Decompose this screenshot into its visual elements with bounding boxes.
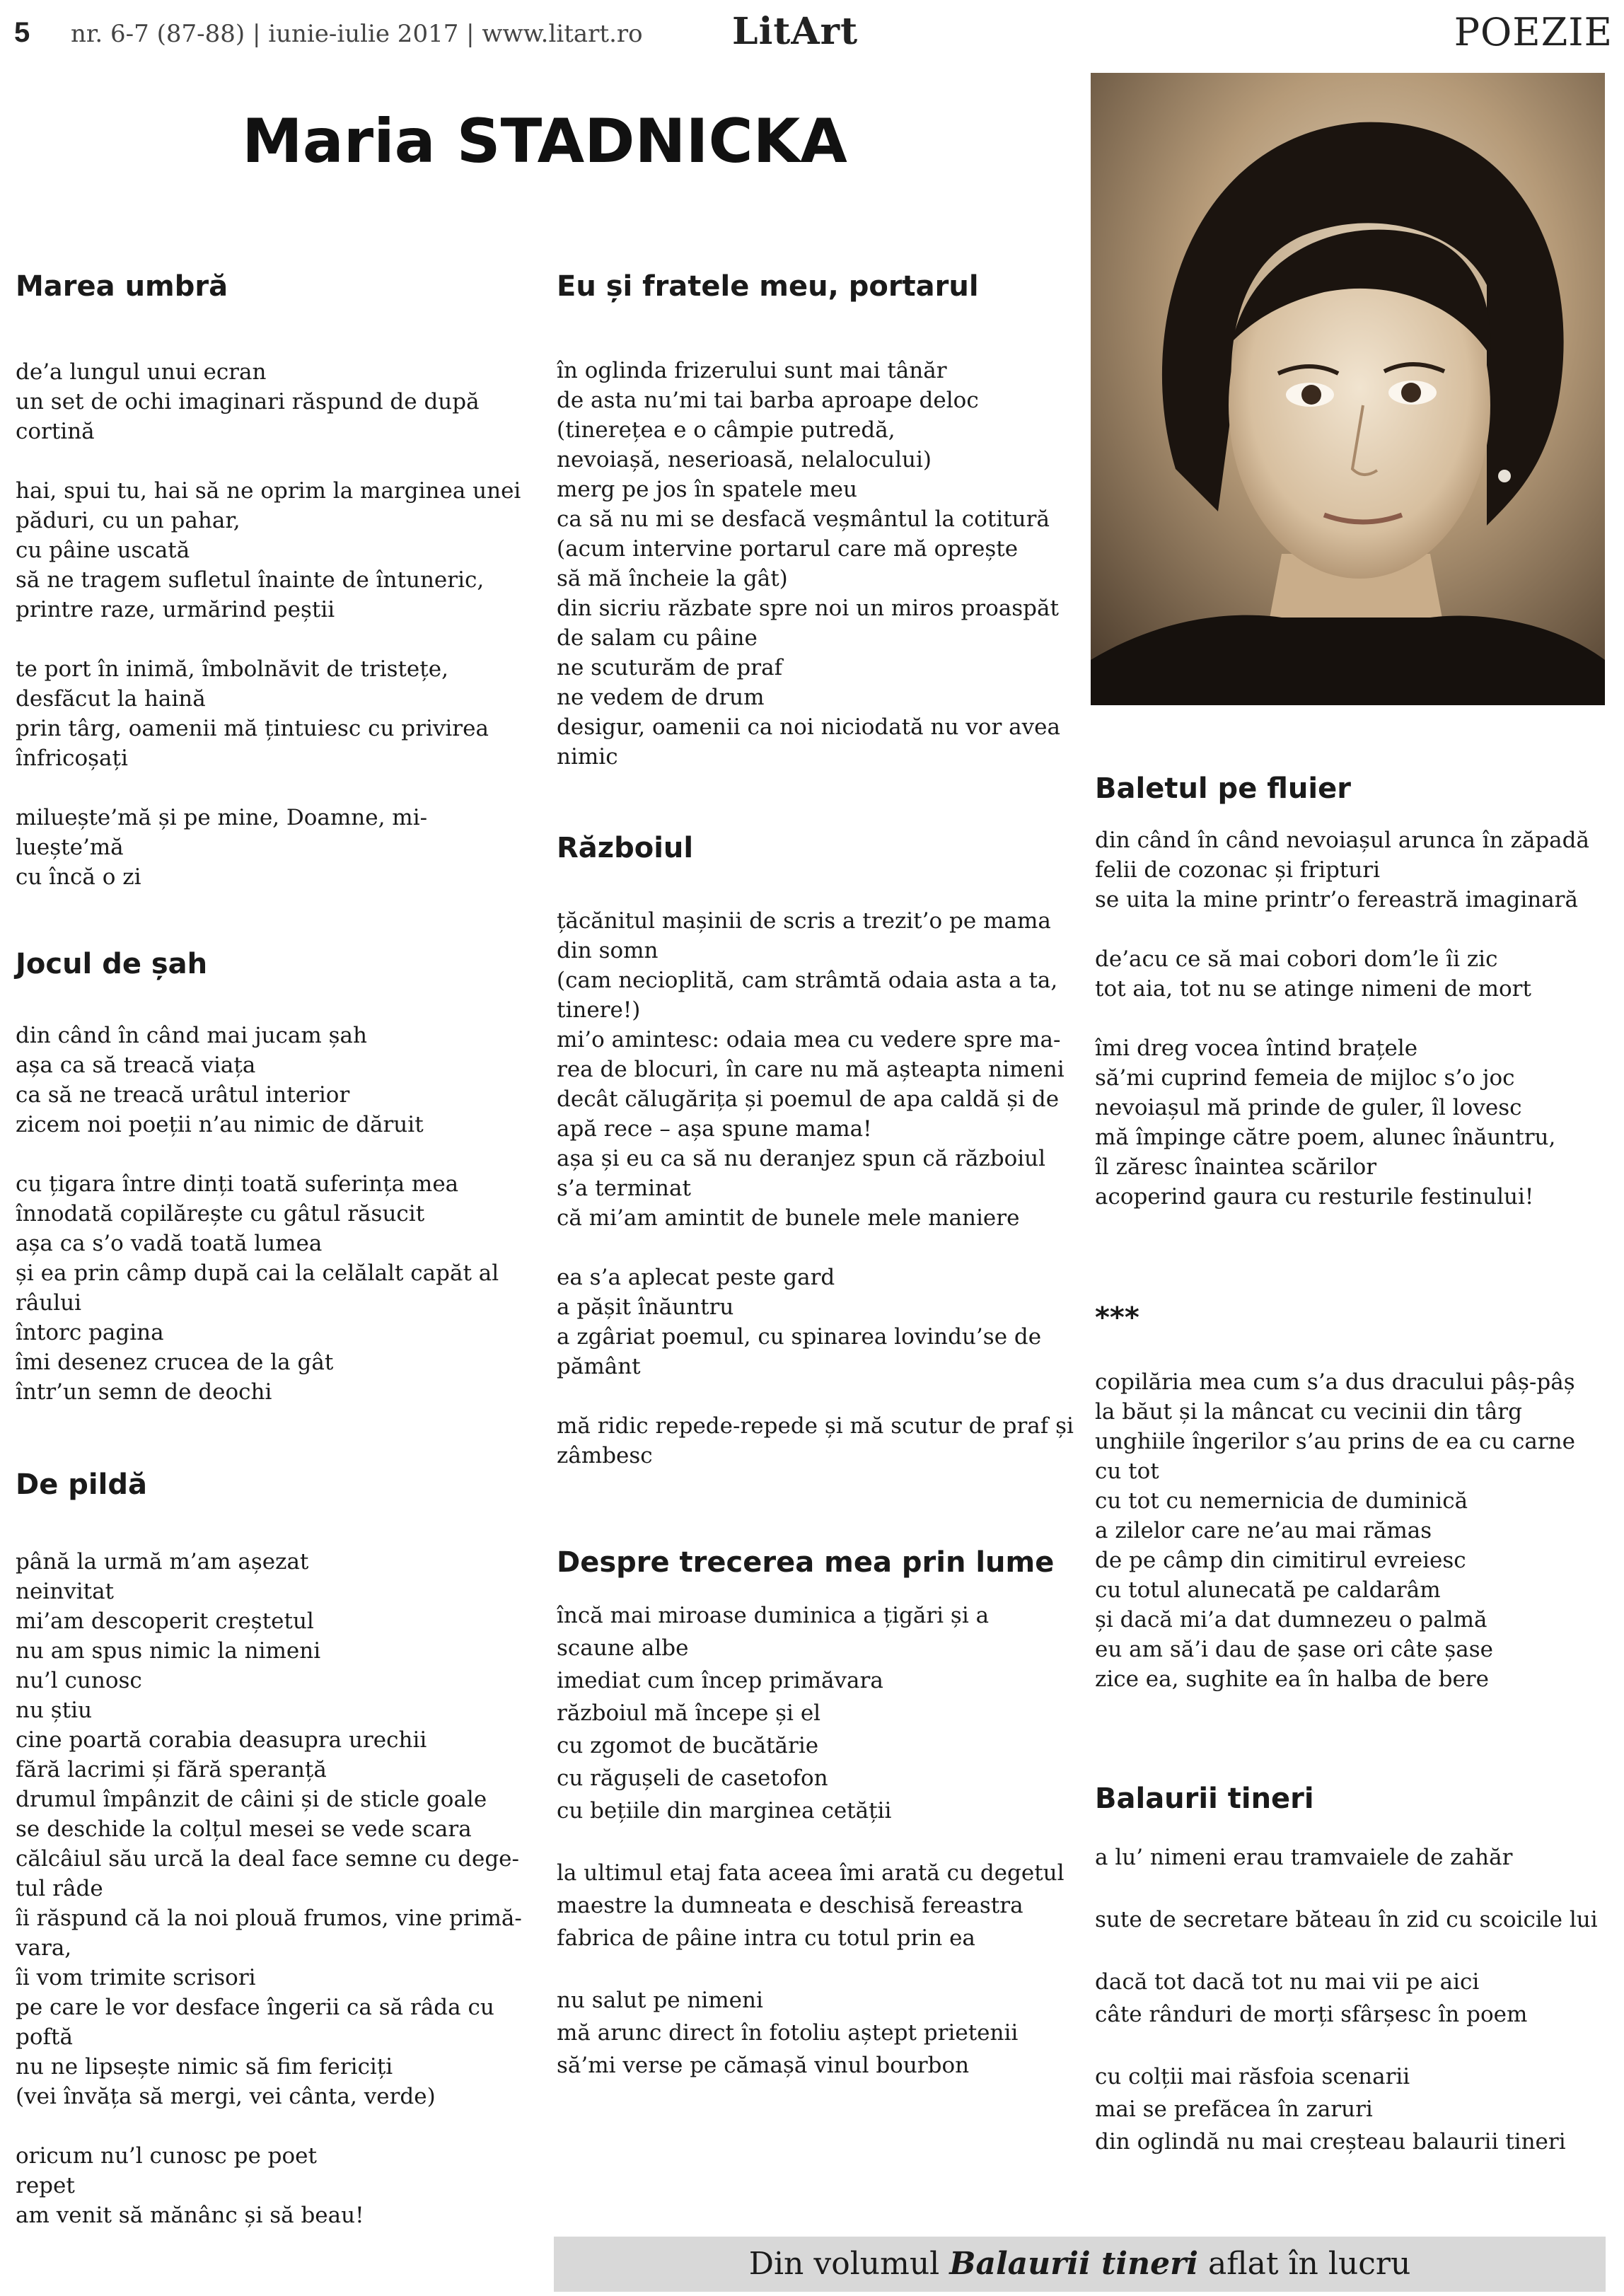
verse-line: mi’am descoperit creștetul: [16, 1608, 314, 1634]
verse-line: ea s’a aplecat peste gard: [557, 1265, 835, 1290]
verse-line: fabrica de pâine intra cu totul prin ea: [557, 1925, 975, 1951]
stanza: [16, 1547, 532, 2111]
stanza: [557, 1984, 1073, 2082]
verse-line: se uita la mine printr’o fereastră imaginară: [1095, 887, 1578, 912]
verse-line: la ultimul etaj fata aceea îmi arată cu degetul: [557, 1860, 1065, 1886]
verse-line: nu ne lipsește nimic să fim fericiți: [16, 2054, 393, 2080]
verse-line: cu zgomot de bucătărie: [557, 1733, 819, 1758]
verse-line: și ea prin câmp după cai la celălalt capăt al: [16, 1260, 499, 1286]
verse-line: cu tot cu nemernicia de duminică: [1095, 1488, 1468, 1514]
verse-line: să ne tragem sufletul înainte de întuneric,: [16, 567, 485, 593]
verse-line: mă împinge către poem, alunec înăuntru,: [1095, 1125, 1556, 1150]
verse-line: zice ea, sughite ea în halba de bere: [1095, 1666, 1489, 1692]
verse-line: cu totul alunecată pe caldarâm: [1095, 1577, 1441, 1603]
verse-line: scaune albe: [557, 1635, 689, 1661]
stanza: [1095, 1841, 1611, 1874]
verse-line: îmi dreg vocea întind brațele: [1095, 1036, 1418, 1061]
verse-line: cortină: [16, 419, 95, 444]
verse-line: câte rânduri de morți sfârșesc în poem: [1095, 2002, 1528, 2027]
poem-razboiul: [557, 827, 1073, 1471]
verse-line: din sicriu răzbate spre noi un miros proaspăt: [557, 596, 1059, 621]
footer-suffix: aflat în lucru: [1198, 2246, 1411, 2282]
poem-balaurii-tineri: [1095, 1778, 1611, 2158]
verse-line: nu știu: [16, 1698, 93, 1723]
verse-line: într’un semn de deochi: [16, 1379, 272, 1405]
verse-line: îi răspund că la noi plouă frumos, vine primă-: [16, 1906, 522, 1931]
verse-line: de pe câmp din cimitirul evreiesc: [1095, 1548, 1466, 1573]
verse-line: îi vom trimite scrisori: [16, 1965, 256, 1990]
poem-title: Jocul de șah: [16, 948, 208, 980]
verse-line: cu tot: [1095, 1459, 1159, 1484]
verse-line: poftă: [16, 2024, 73, 2050]
verse-line: de’acu ce să mai cobori dom’le îi zic: [1095, 946, 1498, 972]
verse-line: (tinerețea e o câmpie putredă,: [557, 417, 895, 443]
stanza: [557, 1857, 1073, 1954]
verse-line: repet: [16, 2173, 75, 2198]
verse-line: prin târg, oamenii mă țintuiesc cu privirea: [16, 716, 489, 741]
stanza: [16, 357, 532, 446]
verse-line: a zgâriat poemul, cu spinarea lovindu’se de: [557, 1324, 1042, 1350]
verse-line: neinvitat: [16, 1579, 115, 1604]
verse-line: întorc pagina: [16, 1320, 164, 1345]
verse-line: nimic: [557, 744, 618, 770]
verse-line: cu pâine uscată: [16, 538, 190, 563]
footer-note: [554, 2237, 1606, 2292]
stanza: [1095, 1966, 1611, 2031]
stanza: [1095, 1903, 1611, 1936]
poem-title: Despre trecerea mea prin lume: [557, 1546, 1055, 1579]
verse-line: până la urmă m’am așezat: [16, 1549, 309, 1575]
verse-line: de asta nu’mi tai barba aproape deloc: [557, 388, 979, 413]
verse-line: în oglinda frizerului sunt mai tânăr: [557, 358, 947, 383]
verse-line: așa și eu ca să nu deranjez spun că războiul: [557, 1146, 1046, 1171]
verse-line: cu răgușeli de casetofon: [557, 1766, 828, 1791]
verse-line: nu salut pe nimeni: [557, 1988, 763, 2013]
poem-baletul-pe-fluier: [1095, 767, 1611, 1212]
verse-line: pe care le vor desface îngerii ca să râda cu: [16, 1995, 494, 2020]
verse-line: mi’o amintesc: odaia mea cu vedere spre ma-: [557, 1027, 1061, 1053]
stanza: [16, 1021, 532, 1140]
column-1: [16, 265, 532, 2260]
verse-line: merg pe jos în spatele meu: [557, 477, 857, 502]
stanza: [16, 654, 532, 773]
page-number: 5: [14, 17, 30, 48]
verse-line: dacă tot dacă tot nu mai vii pe aici: [1095, 1969, 1480, 1995]
verse-line: din somn: [557, 938, 659, 963]
verse-line: încă mai miroase duminica a țigări și a: [557, 1603, 990, 1628]
verse-line: un set de ochi imaginari răspund de după: [16, 389, 480, 414]
verse-line: păduri, cu un pahar,: [16, 508, 240, 533]
verse-line: mă arunc direct în fotoliu aștept prietenii: [557, 2020, 1019, 2046]
portrait-photo-icon: [1091, 73, 1605, 705]
verse-line: nu am spus nimic la nimeni: [16, 1638, 321, 1664]
stanza: [1095, 825, 1611, 915]
verse-line: eu am să’i dau de șase ori câte șase: [1095, 1637, 1493, 1662]
verse-line: tinere!): [557, 997, 641, 1023]
section-title: POEZIE: [1454, 10, 1613, 54]
stanza: [557, 356, 1073, 772]
verse-line: maestre la dumneata e deschisă fereastra: [557, 1893, 1023, 1918]
magazine-logo: LitArt: [732, 10, 859, 53]
verse-line: fără lacrimi și fără speranță: [16, 1757, 327, 1782]
verse-line: cu colții mai răsfoia scenarii: [1095, 2064, 1410, 2089]
verse-line: mă ridic repede-repede și mă scutur de praf și: [557, 1413, 1074, 1439]
verse-line: așa ca să treacă viața: [16, 1053, 256, 1078]
verse-line: și dacă mi’a dat dumnezeu o palmă: [1095, 1607, 1487, 1633]
verse-line: așa ca s’o vadă toată lumea: [16, 1231, 323, 1256]
stanza: [16, 476, 532, 625]
verse-line: miluește’mă și pe mine, Doamne, mi-: [16, 805, 428, 830]
poem-de-pilda: [16, 1463, 532, 2230]
poem-jocul-de-sah: [16, 943, 532, 1407]
verse-line: să mă încheie la gât): [557, 566, 788, 591]
verse-line: unghiile îngerilor s’au prins de ea cu carne: [1095, 1429, 1575, 1454]
verse-line: hai, spui tu, hai să ne oprim la marginea unei: [16, 478, 521, 504]
verse-line: desfăcut la haină: [16, 686, 206, 712]
verse-line: mai se prefăcea în zaruri: [1095, 2097, 1373, 2122]
author-name: Maria STADNICKA: [242, 106, 847, 177]
stanza: [1095, 944, 1611, 1004]
verse-line: desigur, oamenii ca noi niciodată nu vor avea: [557, 714, 1060, 740]
poem-untitled-stars: [1095, 1297, 1611, 1694]
stanza: [557, 1263, 1073, 1381]
poem-title: Balaurii tineri: [1095, 1782, 1314, 1815]
verse-line: pământ: [557, 1354, 641, 1379]
poem-title: De pildă: [16, 1468, 147, 1501]
poem-title: Războiul: [557, 832, 694, 864]
verse-line: imediat cum încep primăvara: [557, 1668, 883, 1693]
verse-line: din când în când nevoiașul arunca în zăpadă: [1095, 828, 1589, 853]
verse-line: printre raze, urmărind peștii: [16, 597, 335, 622]
verse-line: tul râde: [16, 1876, 103, 1901]
verse-line: nevoiașă, neserioasă, nelalocului): [557, 447, 932, 472]
verse-line: zâmbesc: [557, 1443, 653, 1468]
verse-line: cu bețiile din marginea cetății: [557, 1798, 892, 1824]
stanza: [1095, 2060, 1611, 2158]
verse-line: călcâiul său urcă la deal face semne cu dege-: [16, 1846, 520, 1872]
stanza: [557, 906, 1073, 1233]
verse-line: tot aia, tot nu se atinge nimeni de mort: [1095, 976, 1531, 1002]
verse-line: cu țigara între dinți toată suferința mea: [16, 1171, 459, 1197]
verse-line: vara,: [16, 1935, 72, 1961]
poem-title: Baletul pe fluier: [1095, 772, 1351, 805]
stanza: [16, 2141, 532, 2230]
poem-eu-si-fratele-meu: [557, 265, 1073, 772]
verse-line: se deschide la colțul mesei se vede scara: [16, 1816, 472, 1842]
verse-line: războiul mă începe și el: [557, 1700, 821, 1726]
poem-title: ***: [1095, 1301, 1139, 1334]
verse-line: drumul împânzit de câini și de sticle goale: [16, 1787, 487, 1812]
verse-line: îl zăresc înaintea scărilor: [1095, 1154, 1377, 1180]
verse-line: (vei învăța să mergi, vei cânta, verde): [16, 2084, 436, 2109]
author-portrait: [1091, 73, 1605, 705]
verse-line: a lu’ nimeni erau tramvaiele de zahăr: [1095, 1845, 1513, 1870]
verse-line: că mi’am amintit de bunele mele maniere: [557, 1205, 1020, 1231]
column-3: [1095, 767, 1611, 2188]
verse-line: copilăria mea cum s’a dus dracului pâș-pâș: [1095, 1369, 1575, 1395]
verse-line: înfricoșați: [16, 746, 128, 771]
verse-line: ne scuturăm de praf: [557, 655, 783, 680]
verse-line: să’mi verse pe cămașă vinul bourbon: [557, 2053, 970, 2078]
stanza: [1095, 1033, 1611, 1212]
stanza: [16, 803, 532, 892]
verse-line: am venit să mănânc și să beau!: [16, 2203, 364, 2228]
verse-line: luește’mă: [16, 835, 124, 860]
verse-line: cu încă o zi: [16, 864, 141, 890]
verse-line: ca să nu mi se desfacă veșmântul la cotitură: [557, 506, 1050, 532]
issue-info: nr. 6-7 (87-88) | iunie-iulie 2017 | www.litart.ro: [71, 20, 643, 48]
verse-line: te port în inimă, îmbolnăvit de tristețe,: [16, 656, 448, 682]
poem-marea-umbra: [16, 265, 532, 892]
verse-line: nevoiașul mă prinde de guler, îl lovesc: [1095, 1095, 1522, 1120]
verse-line: acoperind gaura cu resturile festinului!: [1095, 1184, 1534, 1210]
verse-line: înnodată copilărește cu gâtul răsucit: [16, 1201, 425, 1227]
verse-line: (acum intervine portarul care mă oprește: [557, 536, 1019, 562]
stanza: [557, 1411, 1073, 1471]
stanza: [1095, 1367, 1611, 1694]
stanza: [16, 1169, 532, 1407]
verse-line: s’a terminat: [557, 1176, 691, 1201]
verse-line: felii de cozonac și fripturi: [1095, 857, 1381, 883]
verse-line: rea de blocuri, în care nu mă așteapta nimeni: [557, 1057, 1065, 1082]
verse-line: nu’l cunosc: [16, 1668, 142, 1693]
footer-volume-title: Balaurii tineri: [949, 2246, 1199, 2282]
verse-line: din când în când mai jucam șah: [16, 1023, 367, 1048]
verse-line: (cam necioplită, cam strâmtă odaia asta a ta,: [557, 968, 1058, 993]
verse-line: râului: [16, 1290, 82, 1316]
poem-title: Eu și fratele meu, portarul: [557, 270, 979, 303]
verse-line: din oglindă nu mai creșteau balaurii tineri: [1095, 2129, 1566, 2155]
verse-line: cine poartă corabia deasupra urechii: [16, 1727, 427, 1753]
verse-line: ne vedem de drum: [557, 685, 765, 710]
stanza: [557, 1599, 1073, 1827]
verse-line: de’a lungul unui ecran: [16, 359, 267, 385]
verse-line: apă rece – așa spune mama!: [557, 1116, 872, 1142]
verse-line: îmi desenez crucea de la gât: [16, 1350, 334, 1375]
verse-line: a pășit înăuntru: [557, 1294, 734, 1320]
verse-line: să’mi cuprind femeia de mijloc s’o joc: [1095, 1065, 1515, 1091]
verse-line: ca să ne treacă urâtul interior: [16, 1082, 350, 1108]
verse-line: de salam cu pâine: [557, 625, 758, 651]
verse-line: oricum nu’l cunosc pe poet: [16, 2143, 317, 2169]
verse-line: decât călugărița și poemul de apa caldă și de: [557, 1086, 1060, 1112]
footer-prefix: Din volumul: [748, 2246, 950, 2282]
verse-line: zicem noi poeții n’au nimic de dăruit: [16, 1112, 424, 1137]
poem-title: Marea umbră: [16, 270, 228, 303]
poem-despre-trecerea: [557, 1541, 1073, 2082]
column-2: [557, 265, 1073, 2111]
verse-line: țăcănitul mașinii de scris a trezit’o pe mama: [557, 908, 1051, 934]
verse-line: sute de secretare băteau în zid cu scoicile lui: [1095, 1907, 1598, 1932]
verse-line: a zilelor care ne’au mai rămas: [1095, 1518, 1432, 1543]
verse-line: la băut și la mâncat cu vecinii din târg: [1095, 1399, 1522, 1425]
